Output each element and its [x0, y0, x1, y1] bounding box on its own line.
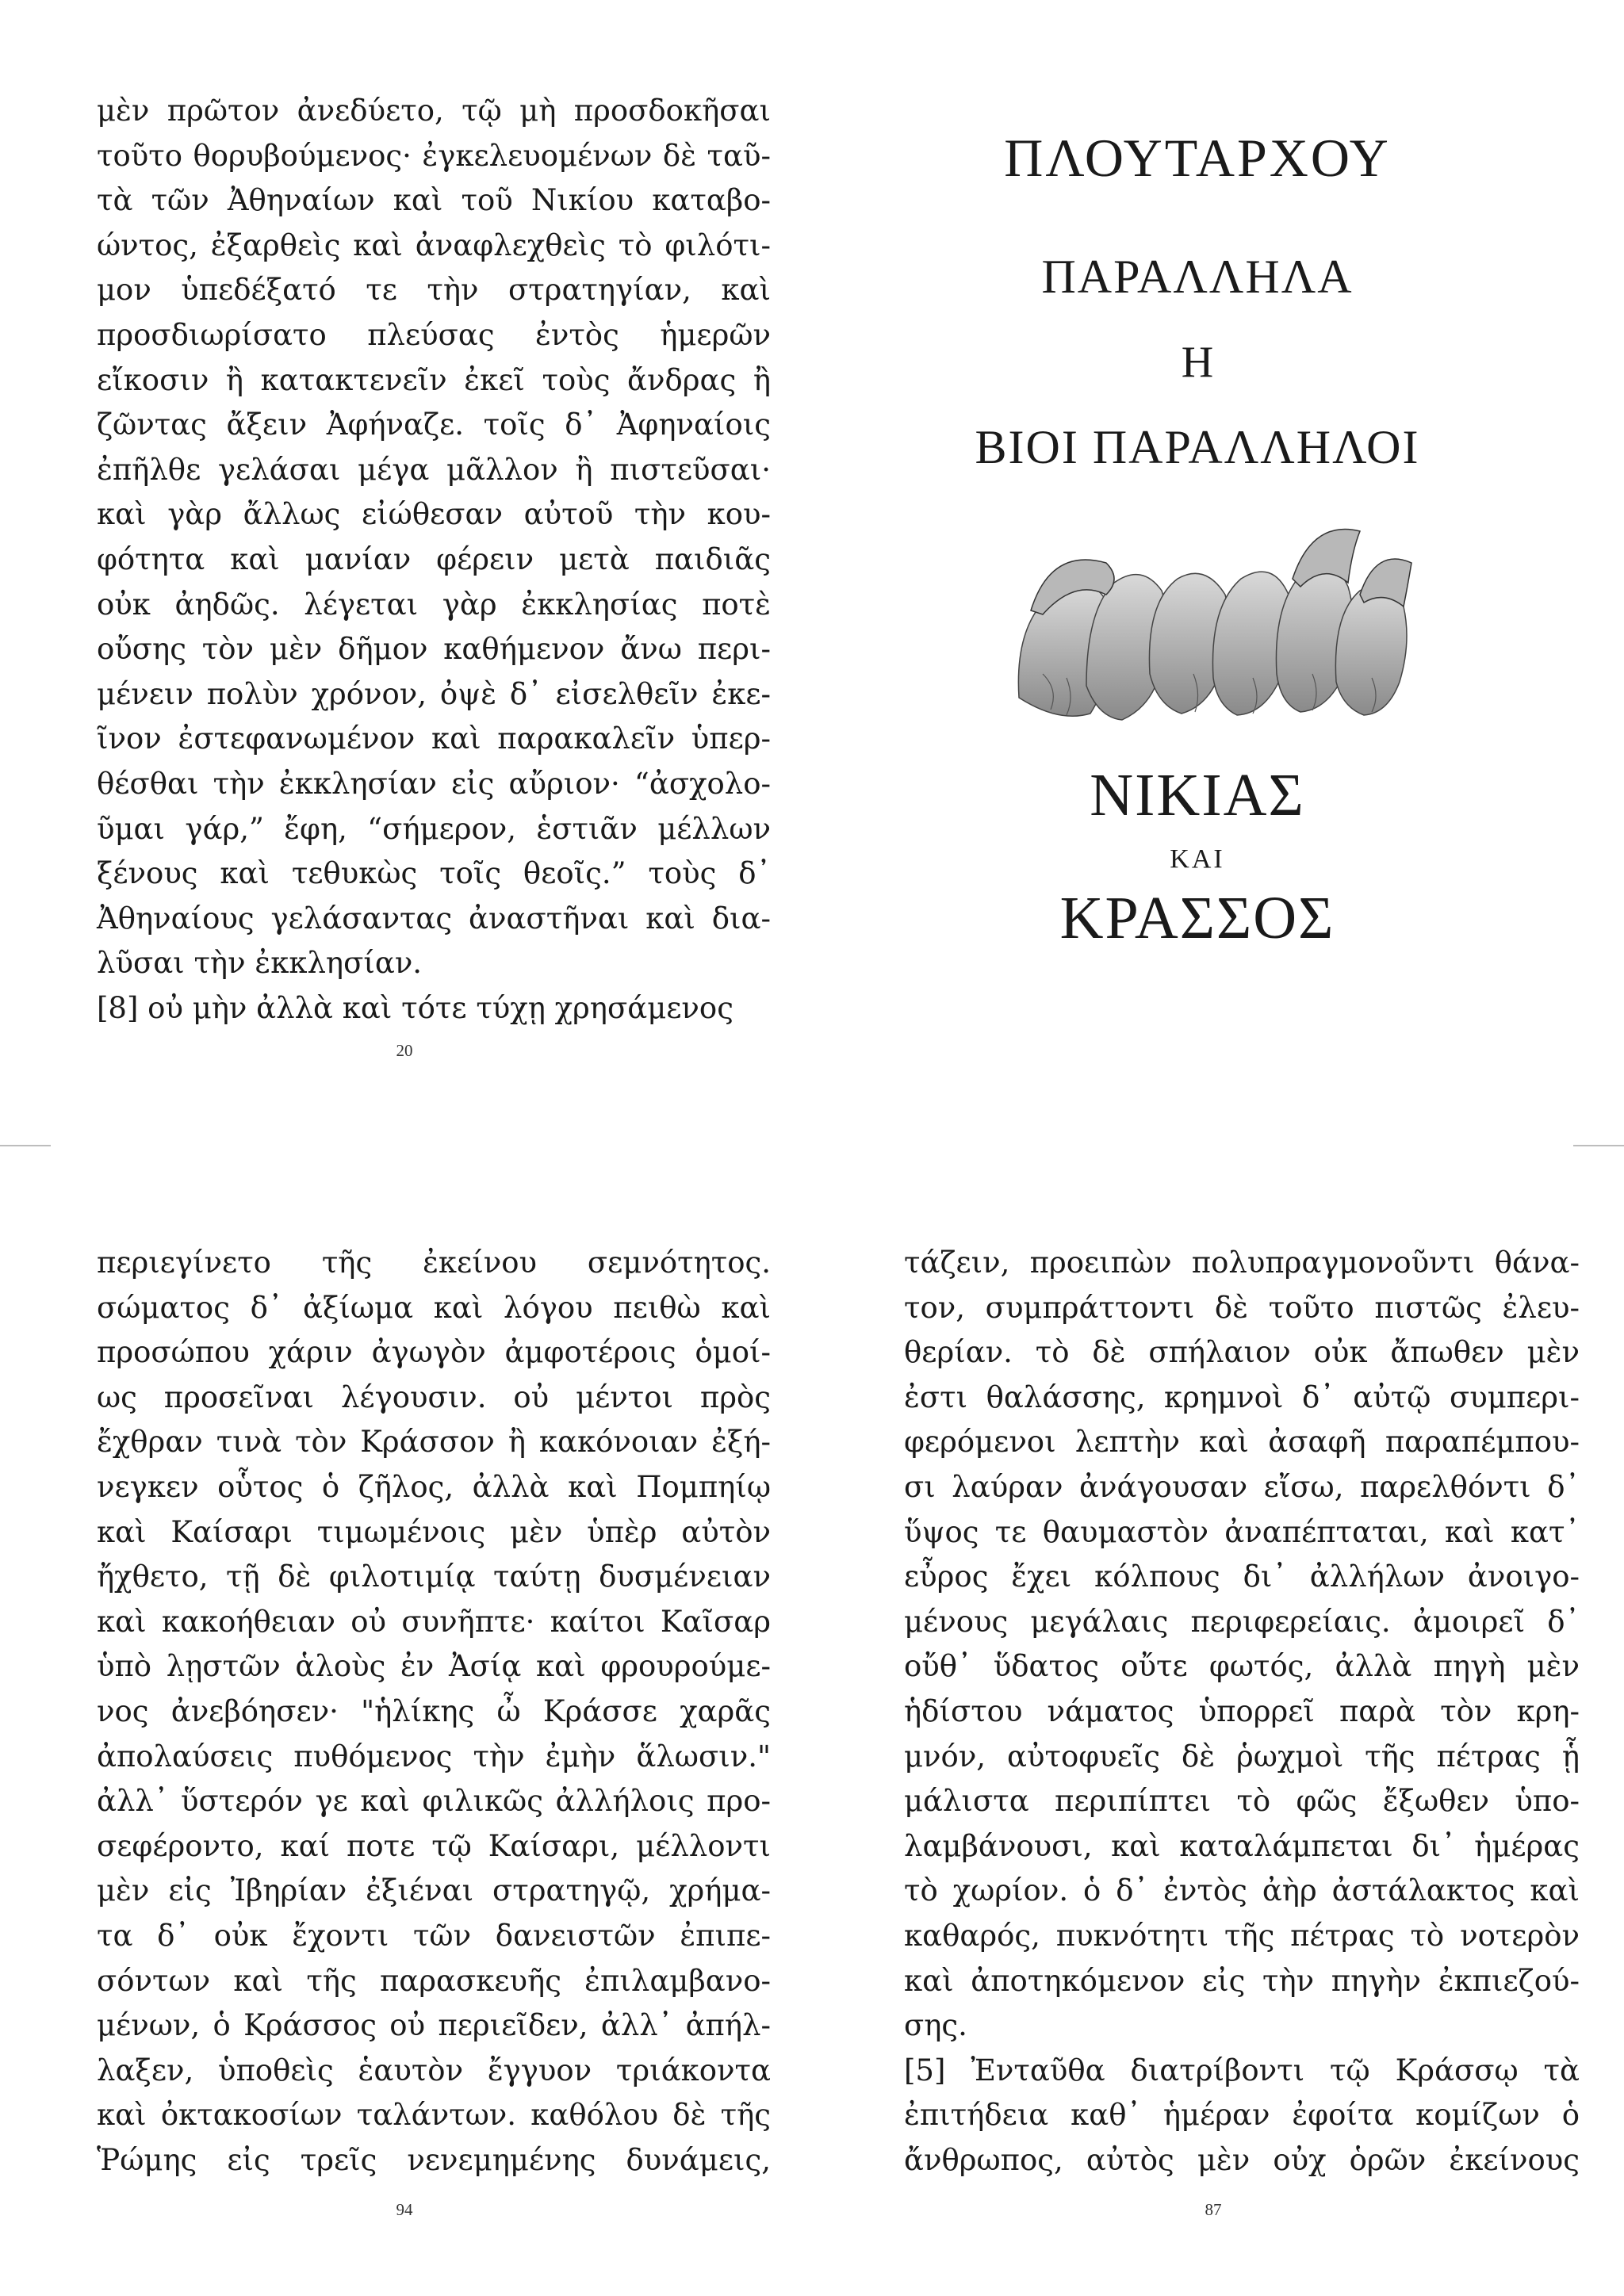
title-page — [904, 111, 1491, 999]
text-line: [5] Ἐνταῦθα διατρίβοντι τῷ Κράσσῳ τὰ — [904, 2053, 1580, 2087]
subject-name-2: ΚΡΑΣΣΟΣ — [1059, 885, 1335, 951]
text-line: περιεγίνετο τῆς ἐκείνου σεμνότητος. — [97, 1246, 771, 1280]
text-line: μένων, ὁ Κράσσος οὐ περιεῖδεν, ἀλλ᾽ ἀπήλ- — [97, 2008, 771, 2043]
text-line: καὶ Καίσαρι τιμωμένοις μὲν ὑπὲρ αὐτὸν — [97, 1514, 771, 1549]
text-line: οὔσης τὸν μὲν δῆμον καθήμενον ἄνω περι- — [97, 632, 771, 667]
text-line: καὶ ὀκτακοσίων ταλάντων. καθόλου δὲ τῆς — [97, 2098, 771, 2133]
text-line: τοῦτο θορυβούμενος· ἐγκελευομένων δὲ ταῦ- — [97, 138, 771, 173]
text-line: ὕψος τε θαυμαστὸν ἀναπέπταται, καὶ κατ᾽ — [904, 1514, 1580, 1549]
text-line: θερίαν. τὸ δὲ σπήλαιον οὐκ ἄπωθεν μὲν — [904, 1335, 1580, 1370]
text-line: καὶ γὰρ ἄλλως εἰώθεσαν αὐτοῦ τὴν κου- — [97, 497, 771, 532]
text-line: τον, συμπράττοντι δὲ τοῦτο πιστῶς ἐλευ- — [904, 1290, 1580, 1325]
work-title: ΠΑΡΑΛΛΗΛΑ — [1041, 251, 1354, 303]
text-line: μὲν εἰς Ἰβηρίαν ἐξιέναι στρατηγῷ, χρήμα- — [97, 1873, 771, 1908]
bottom-sheet — [0, 1146, 1624, 2296]
page-94 — [48, 1146, 777, 2296]
top-sheet — [0, 0, 1624, 1146]
text-line: νος ἀνεβόησεν· "ἡλίκης ὦ Κράσσε χαρᾶς — [97, 1693, 771, 1728]
text-line: ζῶντας ἄξειν Ἀφήναζε. τοῖς δ᾽ Ἀφηναίοις — [97, 408, 771, 442]
text-line: σόντων καὶ τῆς παρασκευῆς ἐπιλαμβανο- — [97, 1963, 771, 1998]
text-line: ἤχθετο, τῇ δὲ φιλοτιμίᾳ ταύτῃ δυσμένειαν — [97, 1559, 771, 1594]
page-87-text — [904, 1241, 1580, 2183]
text-line: [8] οὐ μὴν ἀλλὰ καὶ τότε τύχῃ χρησάμενος — [97, 990, 733, 1025]
text-line: σεφέροντο, καί ποτε τῷ Καίσαρι, μέλλοντι — [97, 1828, 771, 1863]
text-line: ῖνον ἐστεφανωμένον καὶ παρακαλεῖν ὑπερ- — [97, 721, 771, 756]
text-line: ξένους καὶ τεθυκὼς τοῖς θεοῖς.” τοὺς δ᾽ — [97, 856, 771, 891]
greek-heads-illustration — [1011, 515, 1415, 729]
text-line: λαμβάνουσι, καὶ καταλάμπεται δι᾽ ἡμέρας — [904, 1828, 1580, 1863]
text-line: θέσθαι τὴν ἐκκλησίαν εἰς αὔριον· “ἀσχολο- — [97, 766, 771, 801]
text-line: Ῥώμης εἰς τρεῖς νενεμημένης δυνάμεις, — [97, 2142, 771, 2177]
text-line: εἴκοσιν ἢ κατακτενεῖν ἐκεῖ τοὺς ἄνδρας ἢ — [97, 362, 771, 397]
text-line: τὸ χωρίον. ὁ δ᾽ ἐντὸς ἀὴρ ἀστάλακτος καὶ — [904, 1873, 1580, 1908]
text-line: ώντος, ἐξαρθεὶς καὶ ἀναφλεχθεὶς τὸ φιλότι- — [97, 228, 771, 262]
text-line: λαξεν, ὑποθεὶς ἑαυτὸν ἔγγυον τριάκοντα — [97, 2053, 771, 2087]
author-heading: ΠΛΟΥΤΑΡΧΟΥ — [1004, 128, 1391, 188]
text-line: σι λαύραν ἀνάγουσαν εἴσω, παρελθόντι δ᾽ — [904, 1469, 1580, 1504]
text-line: ἐπῆλθε γελάσαι μέγα μᾶλλον ἢ πιστεῦσαι· — [97, 452, 771, 487]
text-line: φερόμενοι λεπτὴν καὶ ἀσαφῆ παραπέμπου- — [904, 1425, 1580, 1460]
text-line: τάζειν, προειπὼν πολυπραγμονοῦντι θάνα- — [904, 1246, 1580, 1280]
subject-conjunction: ΚΑΙ — [1170, 844, 1225, 874]
text-line: οὔθ᾽ ὕδατος οὔτε φωτός, ἀλλὰ πηγὴ μὲν — [904, 1649, 1580, 1684]
text-line: καὶ ἀποτηκόμενον εἰς τὴν πηγὴν ἐκπιεζού- — [904, 1963, 1580, 1998]
page-87 — [856, 1146, 1586, 2296]
text-line: μνόν, αὐτοφυεῖς δὲ ῥωχμοὶ τῆς πέτρας ᾗ — [904, 1739, 1580, 1774]
text-line: οὐκ ἀηδῶς. λέγεται γὰρ ἐκκλησίας ποτὲ — [97, 587, 771, 622]
text-line: λῦσαι τὴν ἐκκλησίαν. — [97, 946, 423, 981]
text-line: ἀπολαύσεις πυθόμενος τὴν ἐμὴν ἅλωσιν." — [97, 1739, 771, 1774]
page-20 — [48, 0, 777, 1146]
text-line: σώματος δ᾽ ἀξίωμα καὶ λόγου πειθὼ καὶ — [97, 1290, 771, 1325]
page-20-text — [97, 89, 771, 1031]
text-line: καὶ κακοήθειαν οὐ συνῆπτε· καίτοι Καῖσαρ — [97, 1604, 771, 1639]
page-number: 87 — [1205, 2200, 1222, 2219]
subject-name-1: ΝΙΚΙΑΣ — [1090, 762, 1305, 828]
page-number: 20 — [396, 1041, 413, 1060]
text-line: μένους μεγάλαις περιφερείαις. ἀμοιρεῖ δ᾽ — [904, 1604, 1580, 1639]
text-line: νεγκεν οὗτος ὁ ζῆλος, ἀλλὰ καὶ Πομπηίῳ — [97, 1469, 771, 1504]
text-line: ἀλλ᾽ ὕστερόν γε καὶ φιλικῶς ἀλλήλοις προ- — [97, 1784, 771, 1819]
text-line: μον ὑπεδέξατό τε τὴν στρατηγίαν, καὶ — [97, 273, 771, 308]
text-line: μὲν πρῶτον ἀνεδύετο, τῷ μὴ προσδοκῆσαι — [97, 94, 771, 128]
text-line: σης. — [904, 2008, 967, 2043]
text-line: ὑπὸ λῃστῶν ἁλοὺς ἐν Ἀσίᾳ καὶ φρουρούμε- — [97, 1649, 771, 1684]
text-line: προσώπου χάριν ἀγωγὸν ἀμφοτέροις ὁμοί- — [97, 1335, 771, 1370]
text-line: τα δ᾽ οὐκ ἔχοντι τῶν δανειστῶν ἐπιπε- — [97, 1918, 771, 1953]
page-94-text — [97, 1241, 771, 2183]
text-line: ἔχθραν τινὰ τὸν Κράσσον ἢ κακόνοιαν ἐξή- — [97, 1425, 771, 1460]
text-line: προσδιωρίσατο πλεύσας ἐντὸς ἡμερῶν — [97, 317, 771, 352]
alternate-title: ΒΙΟΙ ΠΑΡΑΛΛΗΛΟΙ — [975, 421, 1420, 473]
text-line: φότητα καὶ μανίαν φέρειν μετὰ παιδιᾶς — [97, 541, 771, 576]
page-number: 94 — [396, 2200, 413, 2219]
text-line: ἄνθρωπος, αὐτὸς μὲν οὐχ ὁρῶν ἐκείνους — [904, 2142, 1580, 2177]
text-line: μάλιστα περιπίπτει τὸ φῶς ἔξωθεν ὑπο- — [904, 1784, 1580, 1819]
text-line: ἐπιτήδεια καθ᾽ ἡμέραν ἐφοίτα κομίζων ὁ — [904, 2098, 1580, 2133]
text-line: εὖρος ἔχει κόλπους δι᾽ ἀλλήλων ἀνοιγο- — [904, 1559, 1580, 1594]
text-line: μένειν πολὺν χρόνον, ὀψὲ δ᾽ εἰσελθεῖν ἐκε- — [97, 676, 771, 711]
text-line: ἡδίστου νάματος ὑπορρεῖ παρὰ τὸν κρη- — [904, 1693, 1580, 1728]
title-conjunction: Η — [1181, 338, 1214, 387]
text-line: ἐστι θαλάσσης, κρημνοὶ δ᾽ αὐτῷ συμπερι- — [904, 1380, 1580, 1414]
text-line: Ἀθηναίους γελάσαντας ἀναστῆναι καὶ δια- — [97, 901, 771, 936]
text-line: ῦμαι γάρ,” ἔφη, “σήμερον, ἑστιᾶν μέλλων — [97, 811, 771, 846]
text-line: τὰ τῶν Ἀθηναίων καὶ τοῦ Νικίου καταβο- — [97, 183, 771, 218]
text-line: ως προσεῖναι λέγουσιν. οὐ μέντοι πρὸς — [97, 1380, 771, 1414]
text-line: καθαρός, πυκνότητι τῆς πέτρας τὸ νοτερὸν — [904, 1918, 1580, 1953]
